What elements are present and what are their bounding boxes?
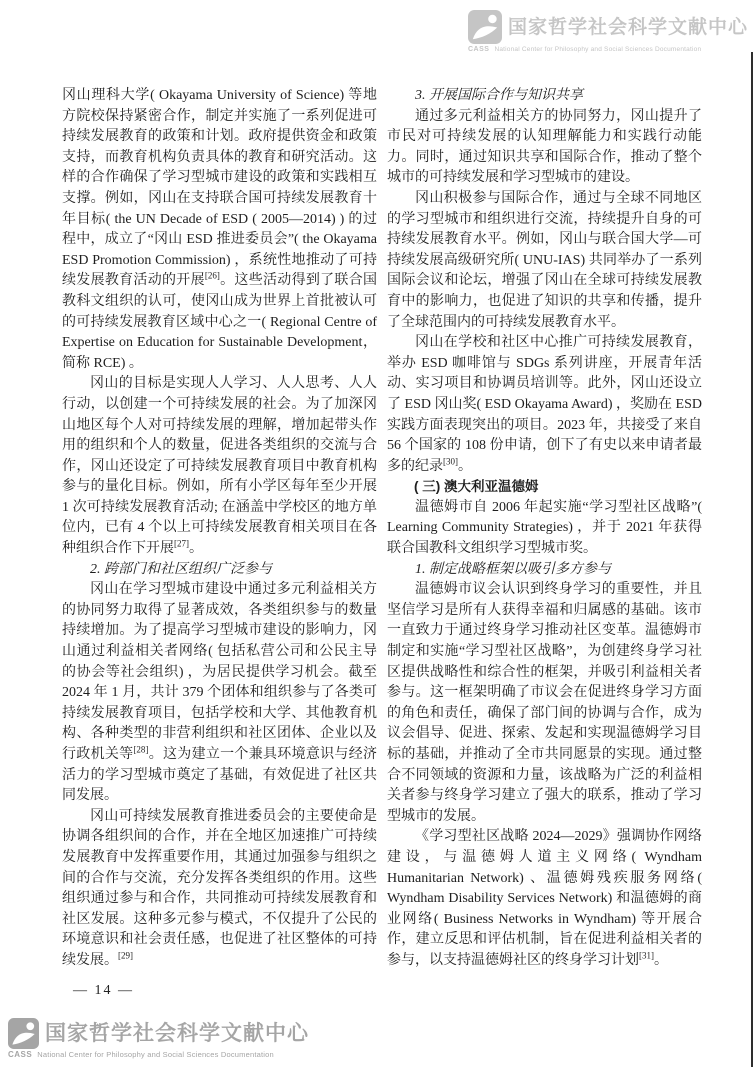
- right-column: [387, 86, 702, 972]
- subsection-heading: 2. 跨部门和社区组织广泛参与: [90, 561, 272, 577]
- ncpssd-header-logo: [468, 10, 748, 54]
- paragraph: 温德姆市议会认识到终身学习的重要性，并且坚信学习是所有人获得幸福和归属感的基础。该市一直致力于通过终身学习推动社区变革。温德姆市制定和实施“学习型社区战略”，为创建终身学习社区提供战略性和综合性的框架，并吸引利益相关者参与。这一框架明确了市议会在促进终身学习方面的角色和责任，确保了部门间的协调与合作，成为议会倡导、促进、探索、发起和实现温德姆学习目标的基础，并推动了全市共同愿景的实现。通过整合不同领域的资源和力量，该战略为广泛的利益相关者参与终身学习建立了强大的联系，推动了学习型城市的发展。: [387, 582, 702, 824]
- paragraph: 冈山的目标是实现人人学习、人人思考、人人行动，以创建一个可持续发展的社会。为了加深冈山地区每个人对可持续发展的理解，增加起带头作用的组织和个人的数量，促进各类组织的交流与合作，冈山还设定了可持续发展教育项目中教育机构参与的量化目标。例如，所有小学区每年至少开展 1 次可持续发展教育活动; 在涵盖中学校区的地方单位内，已有 4 个以上可持续发展教育相关项目在各种组织合作下开展[27]。: [62, 376, 377, 557]
- citation-ref: [31]: [639, 950, 654, 961]
- paragraph: 冈山可持续发展教育推进委员会的主要使命是协调各组织间的合作，并在全地区加速推广可持续发展教育中发挥重要作用，其通过加强参与组织之间的合作与交流，充分发挥各类组织的作用。这些组织通过参与和合作，共同推动可持续发展教育和社区发展。这种多元参与模式，不仅提升了公民的环境意识和社会责任感，也促进了社区整体的可持续发展。[29]: [62, 808, 377, 968]
- paragraph: 通过多元利益相关方的协同努力，冈山提升了市民对可持续发展的认知理解能力和实践行动能力。同时，通过知识共享和国际合作，推动了整个城市的可持续发展和学习型城市的建设。: [387, 108, 702, 186]
- article-body: [62, 86, 702, 972]
- paragraph: 《学习型社区战略 2024—2029》强调协作网络建设，与温德姆人道主义网络( Wyndham Humanitarian Network) 、温德姆残疾服务网络( Wyndham Disability Services Network) 和温德姆的商业网络( Business Networks in Wyndham) 等开展合作，建立反思和评估机制，旨在促进利益相关者的参与，以支持温德姆社区的终身学习计划[31]。: [387, 829, 702, 968]
- ncpssd-footer-logo: [8, 1018, 309, 1059]
- logo-title: 国家哲学社会科学文献中心: [45, 1022, 309, 1045]
- citation-ref: [28]: [133, 744, 149, 755]
- citation-ref: [27]: [174, 538, 189, 549]
- cass-logo-icon: [468, 10, 502, 44]
- paragraph: 冈山理科大学( Okayama University of Science) 等地方院校保持紧密合作，制定并实施了一系列促进可持续发展教育的政策和计划。政府提供资金和政策支持，而教育机构负责具体的教育和研究活动。这样的合作确保了学习型城市建设的政策和实践相互支撑。例如，冈山在支持联合国可持续发展教育十年目标( the UN Decade of ESD ( 2005—2014) ) 的过程中，成立了“冈山 ESD 推进委员会”( the Okayama ESD Promotion Commission) ，系统性地推动了可持续发展教育活动的开展[26]。这些活动得到了联合国教科文组织的认可，使冈山成为世界上首批被认可的可持续发展教育区域中心之一( Regional Centre of Expertise on Education for Sustainable Development，简称 RCE) 。: [62, 88, 378, 371]
- paragraph: 冈山在学习型城市建设中通过多元利益相关方的协同努力取得了显著成效，各类组织参与的数量持续增加。为了提高学习型城市建设的影响力，冈山通过利益相关者网络( 包括私营公司和公民主导的协会等社会组织) ，为居民提供学习机会。截至 2024 年 1 月，共计 379 个团体和组织参与了各类可持续发展教育项目，包括学校和大学、其他教育机构、各种类型的非营利组织和社区团体、企业以及行政机关等[28]。这为建立一个兼具环境意识与经济活力的学习型城市奠定了基础，有效促进了社区共同发展。: [62, 582, 378, 804]
- logo-acronym: CASS: [467, 46, 490, 53]
- page-number: — 14 —: [73, 983, 134, 998]
- citation-ref: [29]: [118, 950, 133, 961]
- citation-ref: [26]: [204, 270, 220, 281]
- subsection-heading: 1. 制定战略框架以吸引多方参与: [415, 561, 611, 577]
- subsection-heading: 3. 开展国际合作与知识共享: [415, 88, 583, 103]
- citation-ref: [30]: [443, 456, 458, 467]
- logo-subtitle: National Center for Philosophy and Social Sciences Documentation: [37, 1050, 274, 1059]
- logo-subtitle: National Center for Philosophy and Social Sciences Documentation: [494, 46, 702, 53]
- paragraph: 冈山在学校和社区中心推广可持续发展教育，举办 ESD 咖啡馆与 SDGs 系列讲座，开展青年活动、实习项目和协调员培训等。此外，冈山还设立了 ESD 冈山奖( ESD Okayama Award) ，奖励在 ESD 实践方面表现突出的项目。2023 年，共接受了来自 56 个国家的 108 份申请，创下了有史以来申请者最多的纪录[30]。: [387, 335, 702, 474]
- paragraph: 冈山积极参与国际合作，通过与全球不同地区的学习型城市和组织进行交流，持续提升自身的可持续发展教育水平。例如，冈山与联合国大学—可持续发展高级研究所( UNU-IAS) 共同举办了一系列国际会议和论坛，增强了冈山在全球可持续发展教育中的影响力，也促进了知识的共享和传播，提升了全球范围内的可持续发展教育水平。: [387, 190, 702, 330]
- cass-logo-icon: [8, 1018, 39, 1049]
- logo-title: 国家哲学社会科学文献中心: [507, 16, 748, 38]
- left-column: [62, 86, 377, 972]
- paragraph: 温德姆市自 2006 年起实施“学习型社区战略”( Learning Community Strategies) ，并于 2021 年获得联合国教科文组织学习型城市奖。: [387, 499, 702, 557]
- logo-acronym: CASS: [8, 1050, 33, 1059]
- section-heading: ( 三) 澳大利亚温德姆: [414, 479, 539, 495]
- scan-edge-line: [751, 52, 753, 1067]
